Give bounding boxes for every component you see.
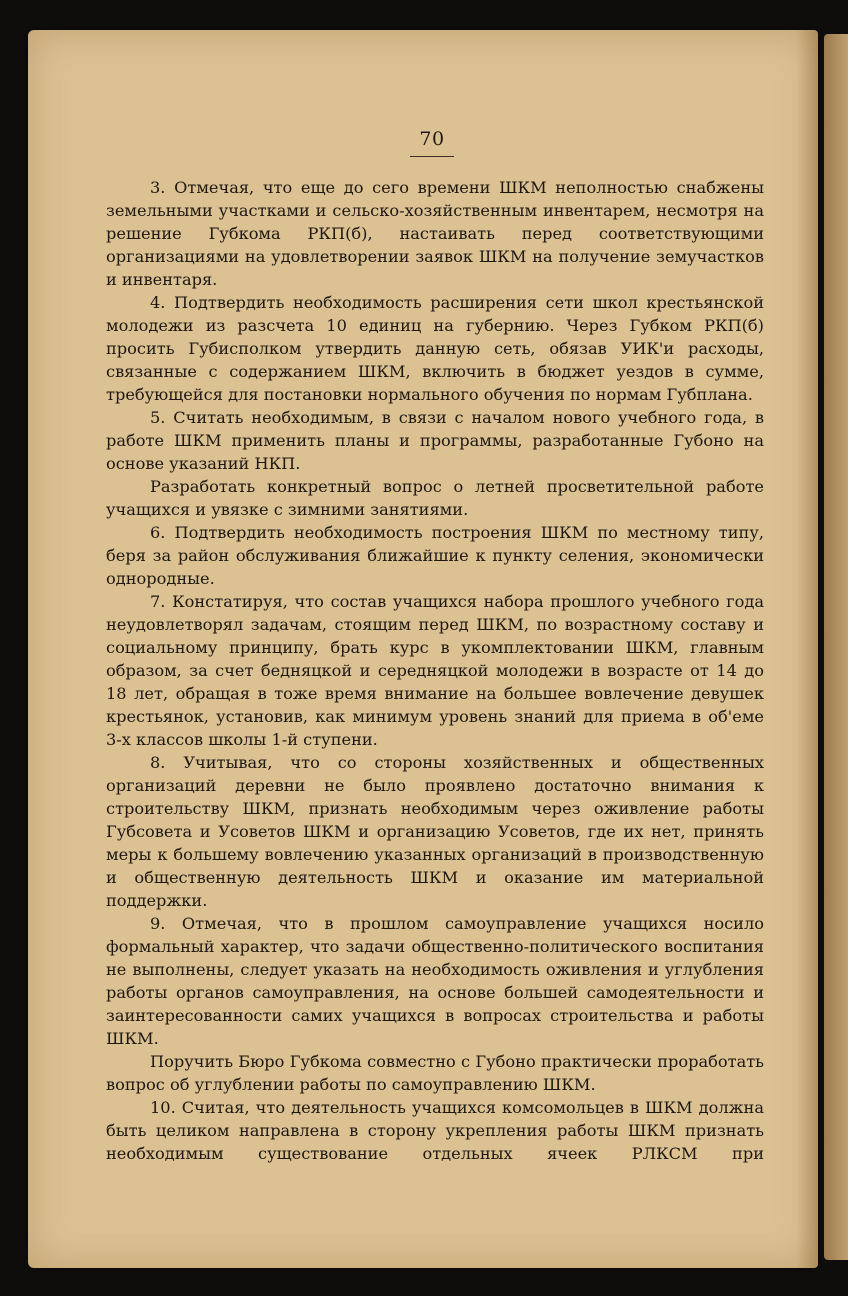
paragraph-5-continued: Разработать конкретный вопрос о летней просветительной работе учащихся и увязке с зимними занятиями.: [106, 477, 764, 519]
paragraph-4: 4. Подтвердить необходимость расширения сети школ крестьянской молодежи из разсчета 10 единиц на губернию. Через Губком РКП(б) просить Губисполком утвердить данную сеть, обязав УИК'и расходы, связанные с содержанием ШКМ, включить в бюджет уездов в сумме, требующейся для постановки нормального обучения по нормам Губплана.: [106, 293, 764, 404]
paragraph-8: 8. Учитывая, что со стороны хозяйственных и общественных организаций деревни не было проявлено достаточно внимания к строительству ШКМ, признать необходимым через оживление работы Губсовета и Усоветов ШКМ и организацию Усоветов, где их нет, принять меры к большему вовлечению указанных организаций в производственную и общественную деятельность ШКМ и оказание им материальной поддержки.: [106, 753, 764, 910]
paragraph-9: 9. Отмечая, что в прошлом самоуправление учащихся носило формальный характер, что задачи общественно-политического воспитания не выполнены, следует указать на необходимость оживления и углубления работы органов самоуправления, на основе большей самодеятельности и заинтересованности самих учащихся в вопросах строительства и работы ШКМ.: [106, 914, 764, 1048]
adjacent-page-edge: [824, 34, 848, 1260]
paragraph-5: 5. Считать необходимым, в связи с началом нового учебного года, в работе ШКМ применить планы и программы, разработанные Губоно на основе указаний НКП.: [106, 408, 764, 473]
page-number: 70: [419, 128, 445, 150]
paragraph-6: 6. Подтвердить необходимость построения ШКМ по местному типу, беря за район обслуживания ближайшие к пункту селения, экономически однородные.: [106, 523, 764, 588]
page-number-rule: [410, 156, 454, 157]
paragraph-3: 3. Отмечая, что еще до сего времени ШКМ неполностью снабжены земельными участками и сельско-хозяйственным инвентарем, несмотря на решение Губкома РКП(б), настаивать перед соответствующими организациями на удовлетворении заявок ШКМ на получение земучастков и инвентаря.: [106, 178, 764, 289]
paragraph-9-continued: Поручить Бюро Губкома совместно с Губоно практически проработать вопрос об углублении работы по самоуправлению ШКМ.: [106, 1052, 764, 1094]
page-body: [106, 176, 764, 1165]
paragraph-10: 10. Считая, что деятельность учащихся комсомольцев в ШКМ должна быть целиком направлена в сторону укрепления работы ШКМ признать необходимым существование отдельных ячеек РЛКСМ при: [106, 1098, 764, 1163]
paragraph-7: 7. Констатируя, что состав учащихся набора прошлого учебного года неудовлетворял задачам, стоящим перед ШКМ, по возрастному составу и социальному принципу, брать курс в укомплектовании ШКМ, главным образом, за счет бедняцкой и середняцкой молодежи в возрасте от 14 до 18 лет, обращая в тоже время внимание на большее вовлечение девушек крестьянок, установив, как минимум уровень знаний для приема в об'еме 3-х классов школы 1-й ступени.: [106, 592, 764, 749]
